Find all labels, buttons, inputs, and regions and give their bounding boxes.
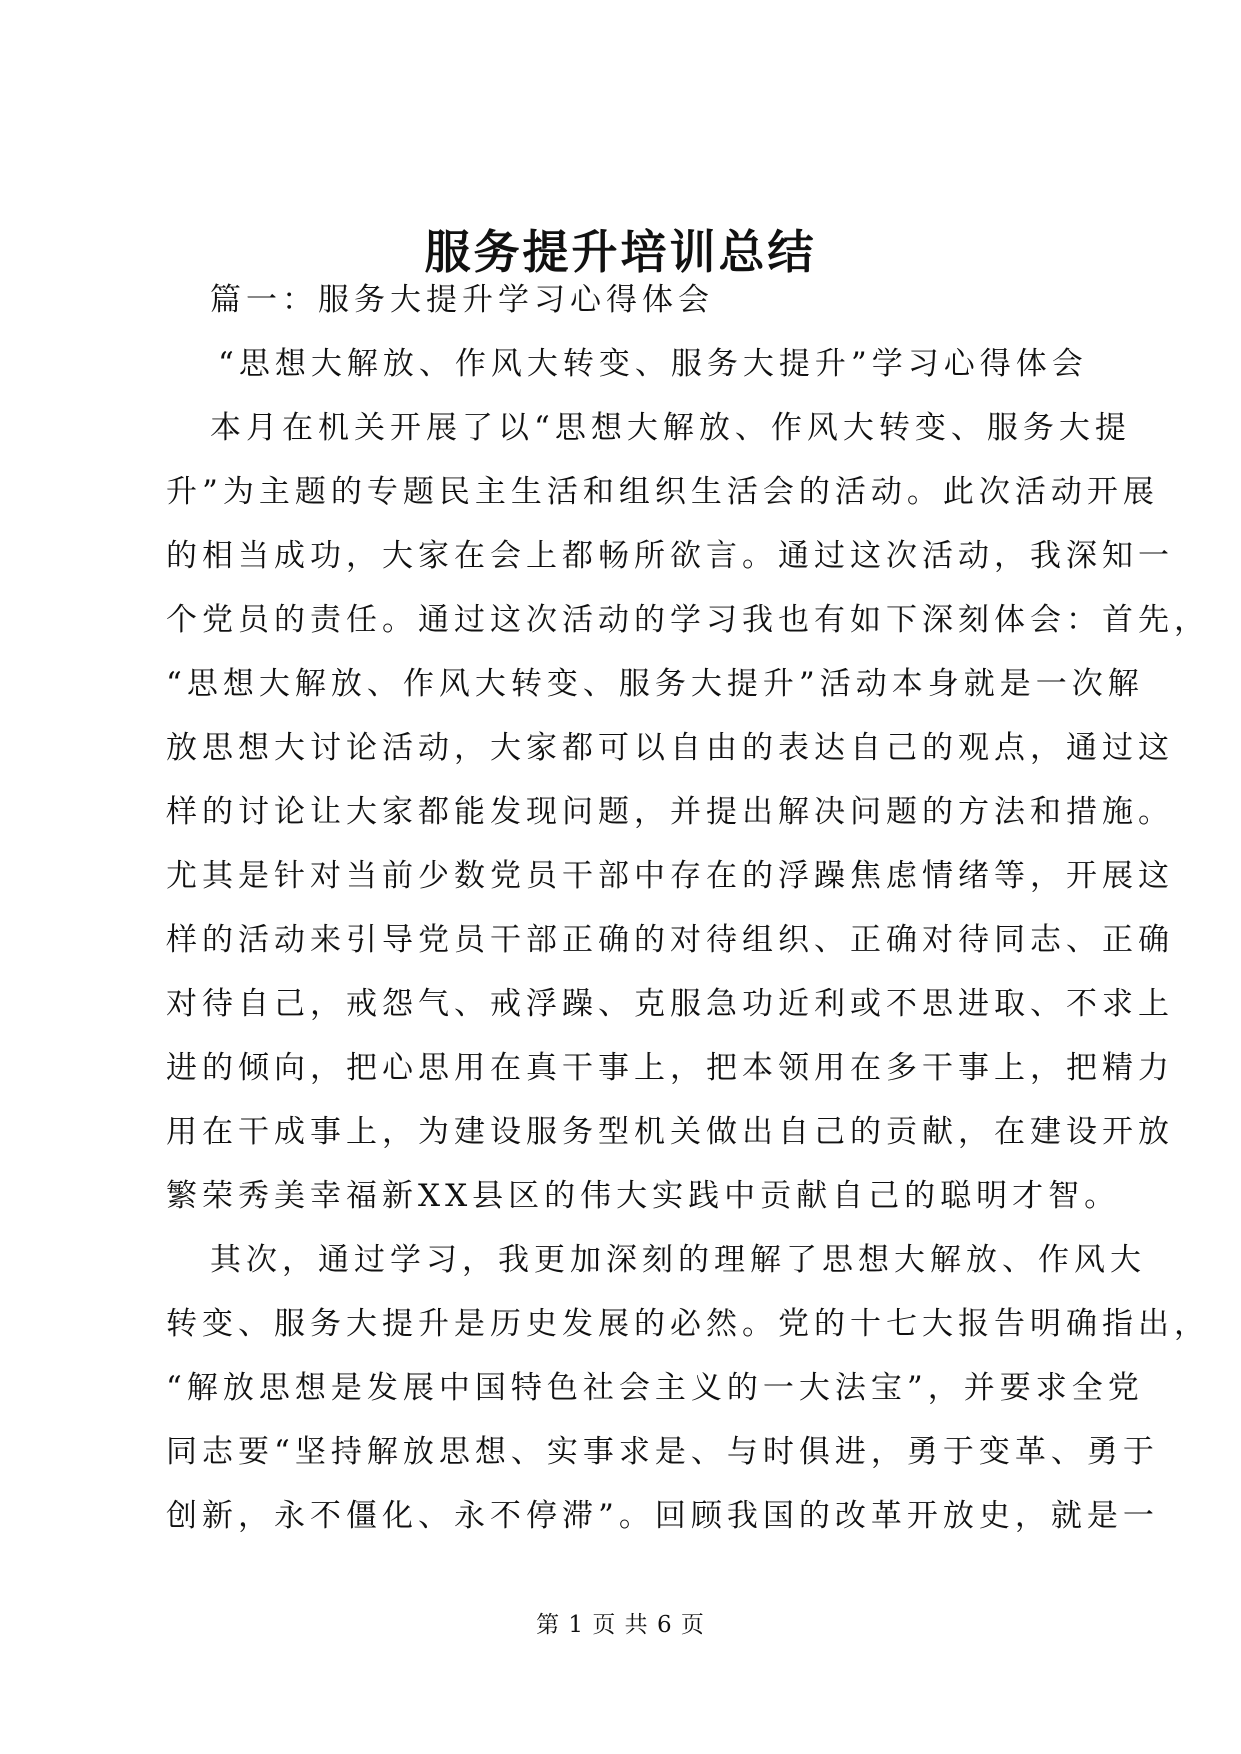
paragraph-line: 个党员的责任。通过这次活动的学习我也有如下深刻体会：首先， bbox=[166, 602, 1210, 638]
paragraph-line: 转变、服务大提升是历史发展的必然。党的十七大报告明确指出， bbox=[166, 1306, 1210, 1342]
paragraph-line: 样的讨论让大家都能发现问题，并提出解决问题的方法和措施。 bbox=[166, 794, 1174, 830]
paragraph-line: 进的倾向，把心思用在真干事上，把本领用在多干事上，把精力 bbox=[166, 1050, 1174, 1086]
paragraph-line: 的相当成功，大家在会上都畅所欲言。通过这次活动，我深知一 bbox=[166, 538, 1174, 574]
paragraph-line: “解放思想是发展中国特色社会主义的一大法宝”，并要求全党 bbox=[166, 1370, 1144, 1406]
paragraph-line: “思想大解放、作风大转变、服务大提升”活动本身就是一次解 bbox=[166, 666, 1144, 702]
paragraph-2 bbox=[166, 1228, 1210, 1548]
paragraph-line: 尤其是针对当前少数党员干部中存在的浮躁焦虑情绪等，开展这 bbox=[166, 858, 1174, 894]
paragraph-line: 放思想大讨论活动，大家都可以自由的表达自己的观点，通过这 bbox=[166, 730, 1174, 766]
page-footer: 第 1 页 共 6 页 bbox=[536, 1612, 705, 1638]
paragraph-line: 样的活动来引导党员干部正确的对待组织、正确对待同志、正确 bbox=[166, 922, 1174, 958]
paragraph-line: 创新，永不僵化、永不停滞”。回顾我国的改革开放史，就是一 bbox=[166, 1498, 1159, 1534]
section-heading: 篇一：服务大提升学习心得体会 bbox=[210, 282, 714, 318]
paragraph-line: 升”为主题的专题民主生活和组织生活会的活动。此次活动开展 bbox=[166, 474, 1159, 510]
document-title: 服务提升培训总结 bbox=[424, 225, 817, 279]
paragraph-line: 其次，通过学习，我更加深刻的理解了思想大解放、作风大 bbox=[210, 1242, 1146, 1278]
paragraph-line: 同志要“坚持解放思想、实事求是、与时俱进，勇于变革、勇于 bbox=[166, 1434, 1159, 1470]
paragraph-line: 本月在机关开展了以“思想大解放、作风大转变、服务大提 bbox=[210, 410, 1131, 446]
paragraph-line: 对待自己，戒怨气、戒浮躁、克服急功近利或不思进取、不求上 bbox=[166, 986, 1174, 1022]
document-body bbox=[166, 268, 1210, 1548]
paragraph-line: 用在干成事上，为建设服务型机关做出自己的贡献，在建设开放 bbox=[166, 1114, 1174, 1150]
subtitle: “思想大解放、作风大转变、服务大提升”学习心得体会 bbox=[218, 346, 1088, 382]
paragraph-line: 繁荣秀美幸福新XX县区的伟大实践中贡献自己的聪明才智。 bbox=[166, 1178, 1121, 1214]
paragraph-1 bbox=[166, 396, 1210, 1228]
